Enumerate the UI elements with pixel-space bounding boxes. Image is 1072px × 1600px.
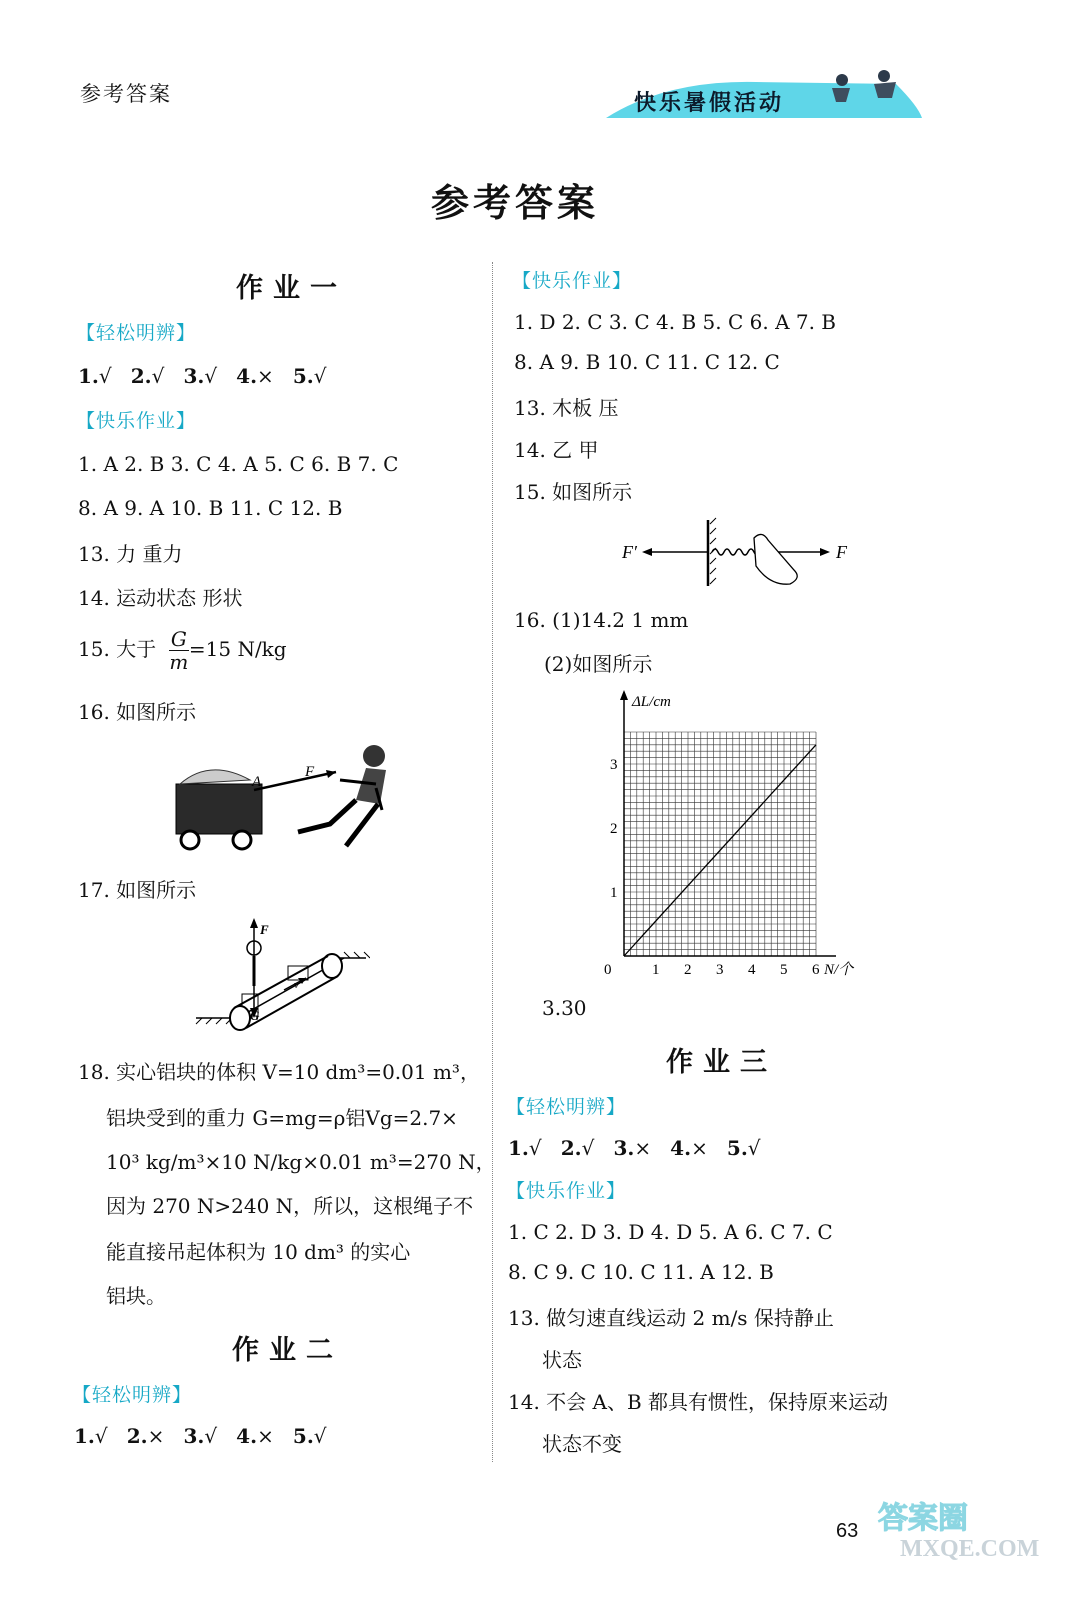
hw2-tag-happy: 【快乐作业】 xyxy=(512,270,633,292)
hw2-true-false-row: 1.√ 2.× 3.√ 4.× 5.√ xyxy=(74,1424,327,1448)
label-f: F xyxy=(260,922,269,937)
hw1-title: 作业一 xyxy=(236,273,347,304)
hw3-q14-line1: 14. 不会 A、B 都具有惯性，保持原来运动 xyxy=(508,1390,889,1414)
label-a: A xyxy=(252,774,262,790)
spring-chart xyxy=(604,686,866,982)
hw3-title: 作业三 xyxy=(666,1047,777,1078)
hw2-mc-row2: 8. A 9. B 10. C 11. C 12. C xyxy=(514,350,780,374)
hw3-mc-row2: 8. C 9. C 10. C 11. A 12. B xyxy=(508,1260,774,1284)
hw1-q18-line3: 10³ kg/m³×10 N/kg×0.01 m³=270 N， xyxy=(106,1150,496,1174)
hw1-true-false-row: 1.√ 2.√ 3.√ 4.× 5.√ xyxy=(78,364,327,388)
hw1-mc-row2: 8. A 9. A 10. B 11. C 12. B xyxy=(78,496,343,520)
hw1-q18-line1: 18. 实心铝块的体积 V=10 dm³=0.01 m³， xyxy=(78,1060,480,1084)
hw2-q16-part2: (2)如图所示 xyxy=(544,652,653,676)
x-tick-label: 5 xyxy=(780,962,788,978)
hw1-q16: 16. 如图所示 xyxy=(78,700,197,724)
y-axis-arrow xyxy=(620,690,628,700)
incline-roller-figure xyxy=(194,916,370,1034)
hw1-q18-line4: 因为 270 N>240 N，所以，这根绳子不 xyxy=(106,1194,474,1218)
banner xyxy=(606,66,924,124)
hw1-q18-line2: 铝块受到的重力 G=mg=ρ铝Vg=2.7× xyxy=(106,1106,458,1130)
x-tick-label: 3 xyxy=(716,962,724,978)
hw1-q15: 15. 大于 $\frac{G}{m}$ =15 N/kg xyxy=(78,627,287,674)
hw1-q18-line5: 能直接吊起体积为 10 dm³ 的实心 xyxy=(106,1240,411,1264)
y-tick-label: 3 xyxy=(610,757,618,773)
hw2-q14: 14. 乙 甲 xyxy=(514,438,599,462)
hw3-tag-happy: 【快乐作业】 xyxy=(506,1180,627,1202)
label-f-prime: F′ xyxy=(622,542,637,562)
x-tick-label: 4 xyxy=(748,962,756,978)
hw3-mc-row1: 1. C 2. D 3. D 4. D 5. A 6. C 7. C xyxy=(508,1220,833,1244)
label-f: F xyxy=(305,764,315,780)
label-f: F xyxy=(836,542,847,562)
label-v: v xyxy=(294,979,299,991)
fraction-g-over-m: $\frac{G}{m}$ xyxy=(169,627,189,674)
x-tick-label: 2 xyxy=(684,962,692,978)
hw2-tag-easy: 【轻松明辨】 xyxy=(72,1384,193,1406)
hw2-q16-part3: 3.30 xyxy=(542,996,587,1020)
watermark xyxy=(870,1488,1050,1560)
hw3-true-false-row: 1.√ 2.√ 3.× 4.× 5.√ xyxy=(508,1136,761,1160)
running-head: 参考答案 xyxy=(80,82,172,106)
hw1-mc-row1: 1. A 2. B 3. C 4. A 5. C 6. B 7. C xyxy=(78,452,399,476)
x-tick-label: 6 xyxy=(812,962,820,978)
hw3-tag-easy: 【轻松明辨】 xyxy=(506,1096,627,1118)
hw1-tag-easy: 【轻松明辨】 xyxy=(76,322,197,344)
x-tick-label: 1 xyxy=(652,962,660,978)
hw1-q18-line6: 铝块。 xyxy=(106,1284,166,1308)
hw2-q13: 13. 木板 压 xyxy=(514,396,619,420)
hw1-tag-happy: 【快乐作业】 xyxy=(76,410,197,432)
hw3-q13-line2: 状态 xyxy=(542,1348,582,1372)
banner-text: 快乐暑假活动 xyxy=(634,91,785,116)
y-tick-label: 1 xyxy=(610,885,618,901)
page-number: 63 xyxy=(836,1520,859,1542)
y-axis-label: ΔL/cm xyxy=(632,694,671,710)
x-axis-label: N/个 xyxy=(824,962,854,978)
hw3-q14-line2: 状态不变 xyxy=(542,1432,622,1456)
hw2-mc-row1: 1. D 2. C 3. C 4. B 5. C 6. A 7. B xyxy=(514,310,837,334)
label-g: G xyxy=(250,1008,260,1023)
hw2-title: 作业二 xyxy=(232,1335,343,1366)
hw2-q15: 15. 如图所示 xyxy=(514,480,633,504)
watermark-top: 答案圈 xyxy=(878,1502,968,1535)
watermark-bottom: MXQE.COM xyxy=(900,1536,1040,1560)
hw3-q13-line1: 13. 做匀速直线运动 2 m/s 保持静止 xyxy=(508,1306,834,1330)
cart-pull-figure xyxy=(170,738,400,858)
hw2-q16-part1: 16. (1)14.2 1 mm xyxy=(514,608,689,632)
hw1-q14: 14. 运动状态 形状 xyxy=(78,586,243,610)
hw1-q13: 13. 力 重力 xyxy=(78,542,183,566)
chart-grid xyxy=(624,732,816,956)
column-divider xyxy=(492,262,493,1462)
spring-force-figure xyxy=(618,516,858,592)
y-tick-label: 2 xyxy=(610,821,618,837)
x-tick-label: 0 xyxy=(604,962,612,978)
hw1-q17: 17. 如图所示 xyxy=(78,878,197,902)
page-title: 参考答案 xyxy=(430,180,599,225)
